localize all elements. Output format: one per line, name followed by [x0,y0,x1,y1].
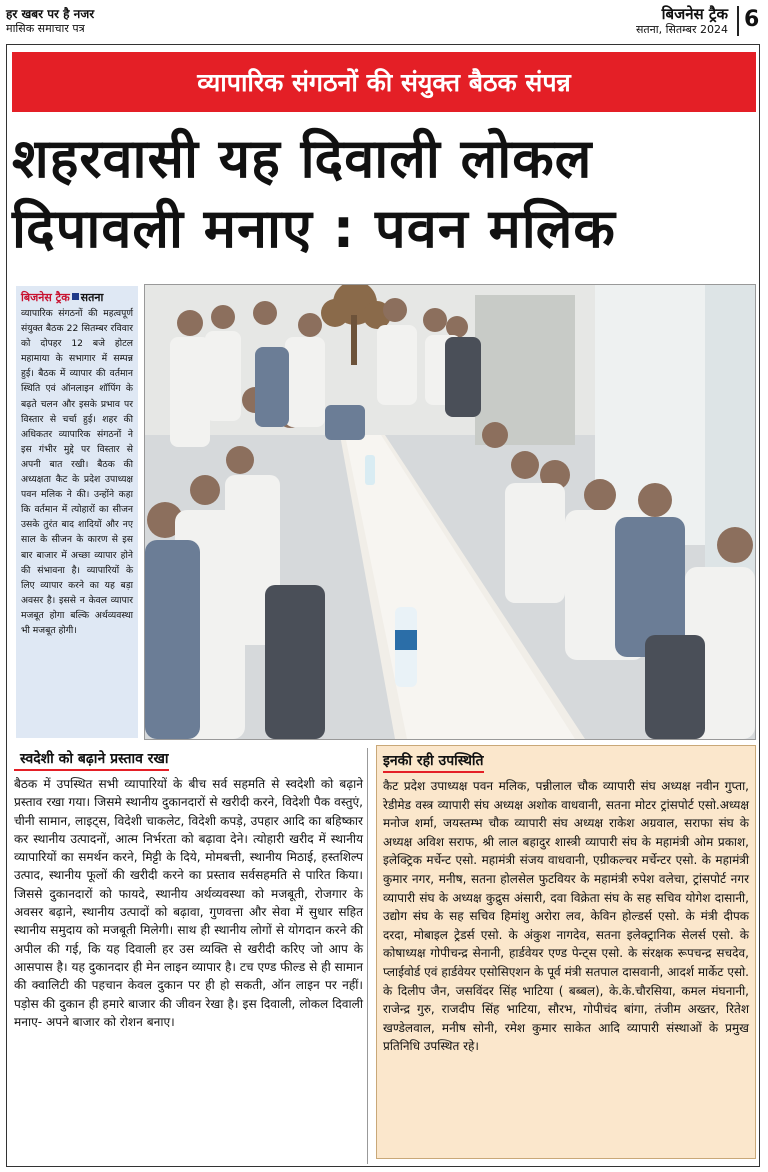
square-bullet-icon [72,293,79,300]
headline-line-2: दिपावली मनाए : पवन मलिक [12,197,616,260]
headline [12,124,758,264]
masthead-left [6,6,94,36]
byline-city: सतना [80,291,104,304]
page-number: 6 [744,7,760,32]
attendance-box [376,745,756,1159]
left-article-body: बैठक में उपस्थित सभी व्यापारियों के बीच सर्व सहमति से स्वदेशी को बढ़ाने प्रस्ताव रखा गया। जिसमे स्थानीय दुकानदारों से खरीदी करने, विदेशी पैक वस्तुएं, चीनी सामान, लाइट्स, विदेशी चाकलेट, विदेशी कपड़े, उपहार आदि का बहिष्कार कर स्थानीय उत्पादनों, आत्म निर्भरता को बढ़ावा देने। त्योहारी खरीद में स्थानीय व्यापारियों का समर्थन करने, मिट्टी के दिये, मोमबत्ती, स्थानीय मिठाई, हस्तशिल्प उत्पाद, स्थानीय फूलों की खरीदी करने का प्रस्ताव सर्वसहमति से पारित किया। जिससे दुकानदारों को फायदे, स्थानीय अर्थव्यवस्था को मजबूती, रोजगार के अवसर बढ़ाने, स्थानीय उत्पादों को बढ़ावा, गुणवत्ता और सेवा में सुधार सहित स्थानीय समुदाय को मजबूती मिलेगी। साथ ही स्थानीय लोगों से योगदान करने की अपील की गई, कि यह दिवाली हर उस व्यक्ति से खरीदी करिए जो आप के आसपास है। यह दुकानदार ही मेन लाइन व्यापार है। टच एण्ड फील्ड से ही सामान की क्वालिटी की पहचान केवल दुकान पर ही हो सकती, ऑन लाइन पर नहीं। पड़ोस की दुकान ही हमारे बाजार की जीवन रेखा है। इस दिवाली, लोकल दिवाली मनाए- अपने बाजार को रोशन बनाए। [14,777,363,1029]
masthead-right [636,5,728,36]
newspaper-name: बिजनेस ट्रैक [661,5,728,23]
byline-brand: बिजनेस ट्रैक [21,291,70,304]
left-article-heading: स्वदेशी को बढ़ाने प्रस्ताव रखा [14,749,169,771]
meeting-photo-illustration [145,285,755,739]
left-article [14,748,368,1164]
headline-line-1: शहरवासी यह दिवाली लोकल [12,127,593,190]
attendance-heading: इनकी रही उपस्थिति [383,751,484,773]
meeting-photo [144,284,756,740]
masthead-subtitle: मासिक समाचार पत्र [6,22,85,35]
masthead-divider [737,6,739,36]
kicker-banner: व्यापारिक संगठनों की संयुक्त बैठक संपन्न [12,52,756,112]
attendance-body: कैट प्रदेश उपाध्यक्ष पवन मलिक, पन्नीलाल चौक व्यापारी संघ अध्यक्ष नवीन गुप्ता, रेडीमेड वस्त्र व्यापारी संघ अध्यक्ष अशोक वाधवानी, सतना मोटर ट्रांसपोर्ट एसो.अध्यक्ष मनोज शर्मा, जयस्तम्भ चौक व्यापारी संघ अध्यक्ष राकेश अग्रवाल, सराफा संघ के अध्यक्ष अविश सराफ, श्री लाल बहादुर शास्त्री व्यापारी संघ के महामंत्री ओम प्रकाश, इलेक्ट्रिक मर्चेन्ट एसो. महामंत्री संजय वाधवानी, एग्रीकल्चर मर्चेन्टर एसो. के महामंत्री कुमार नगर, मनीष, सतना होलसेल फुटवियर के महामंत्री रुपेश वलेचा, ट्रांसपोर्ट नगर व्यापारी संघ के अध्यक्ष कुद्रुस अंसारी, दवा विक्रेता संघ के सह सचिव योगेश दासानी, उद्योग संघ के सह सचिव हिमांशु अरोरा लव, केविन होल्डर्स एसो. के मंत्री दीपक दरदा, मोबाइल ट्रेडर्स एसो. के अंकुश नागदेव, सतना इलेक्ट्रानिक सेलर्स एसो. के कोषाध्यक्ष गोपीचन्द्र सेनानी, हार्डवेयर एण्ड पेन्ट्स एसो. के संरक्षक रूपचन्द्र सचदेव, प्लाईवोर्ड एवं हार्डवेयर एसोसिएशन के पूर्व मंत्री सतपाल दासवानी, आदर्श मार्केट एसो. के दिलीप जैन, जसविंदर सिंह भाटिया ( बब्बल), के.के.चौरसिया, कमल मंघनानी, राजेन्द्र गुरु, राजदीप सिंह भाटिया, सौरभ, गोपीचंद बांगा, तंजीम अख्तर, रितेश खण्डेलवाल, मनीष सोनी, रमेश कुमार साकेत आदि व्यापारी संस्थाओं के प्रमुख प्रतिनिधि उपस्थित रहे। [383,779,749,1054]
byline [21,290,133,305]
intro-sidebar [16,286,138,738]
intro-text: व्यापारिक संगठनों की महत्वपूर्ण संयुक्त बैठक 22 सितम्बर रविवार को दोपहर 12 बजे होटल महामाया के सभागार में सम्पन्न हुई। बैठक में व्यापार की वर्तमान स्थिति एवं ऑनलाइन शॉपिंग के बढ़ते चलन और इसके प्रभाव पर विस्तार से चर्चा हुई। शहर की अधिकतर व्यापारिक संगठनों ने इस गंभीर मुद्दे पर विस्तार से अपनी बात रखी। बैठक की अध्यक्षता कैट के प्रदेश उपाध्यक्ष पवन मलिक ने की। उन्होंने कहा कि वर्तमान में त्योहारों का सीजन उसके तुरंत बाद शादियों और नए साल के सीजन के कारण से इस बार बाजार में अच्छा व्यापार होने की संभावना है। व्यापारियों के लिए व्यापार करने का यह बड़ा अवसर है। इससे न केवल व्यापार मजबूत होगा बल्कि अर्थव्यवस्था भी मजबूत होगी। [21,308,133,636]
masthead-tagline: हर खबर पर है नजर [6,7,95,21]
edition-date: सतना, सितम्बर 2024 [635,23,728,36]
